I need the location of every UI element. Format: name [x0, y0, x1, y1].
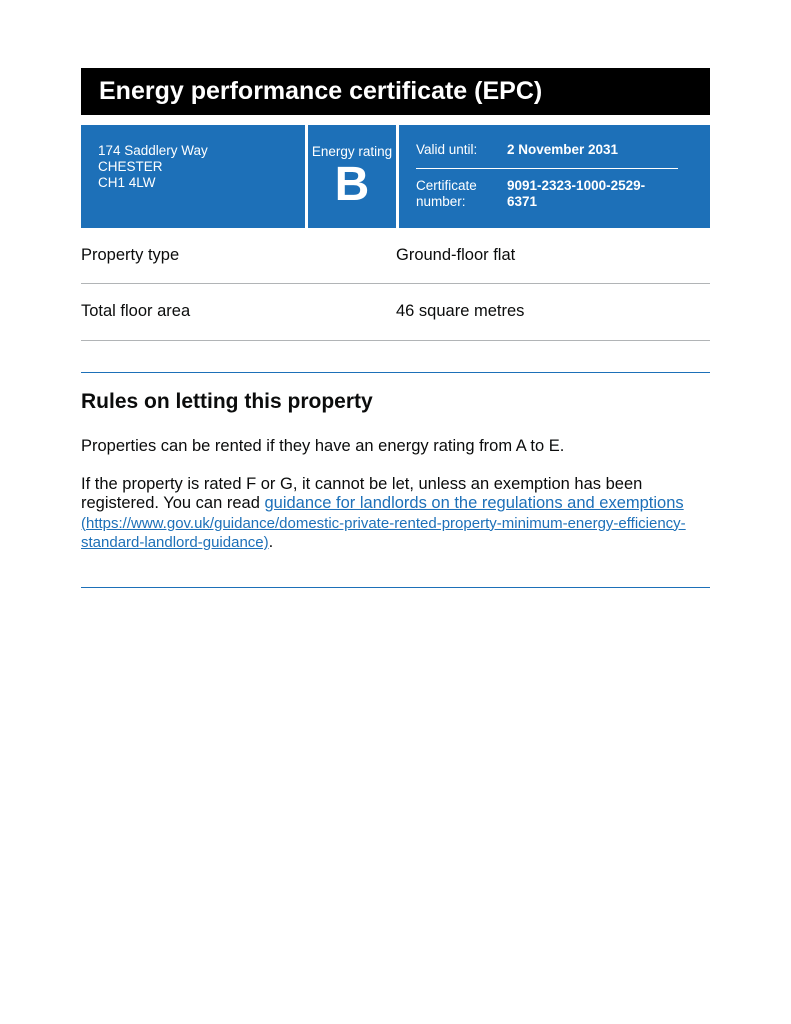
landlord-guidance-link[interactable]: guidance for landlords on the regulations and exemptions — [264, 494, 684, 512]
certificate-label-line2: number: — [416, 194, 466, 209]
landlord-guidance-url[interactable]: (https://www.gov.uk/guidance/domestic-private-rented-property-minimum-energy-efficiency-standard-landlord-guidance) — [81, 514, 686, 551]
valid-until-value: 2 November 2031 — [507, 142, 619, 157]
address-line3: CH1 4LW — [98, 175, 156, 190]
energy-rating-value: B — [334, 158, 370, 211]
floor-area-row — [81, 284, 710, 341]
letting-rules-heading: Rules on letting this property — [81, 390, 373, 413]
epc-page — [81, 68, 710, 588]
certificate-value-line1: 9091-2323-1000-2529- — [507, 178, 646, 193]
summary-panel — [81, 125, 710, 228]
letting-rules-para2 — [81, 475, 710, 553]
property-type-row — [81, 228, 710, 284]
certificate-number-value — [507, 178, 678, 210]
certificate-number-row — [416, 169, 678, 210]
address-line2: CHESTER — [98, 159, 163, 174]
validity-block — [399, 125, 710, 228]
page-title-bar — [81, 68, 710, 115]
floor-area-value: 46 square metres — [396, 302, 525, 320]
certificate-number-label — [416, 178, 507, 210]
property-type-label: Property type — [81, 245, 180, 264]
address-block — [81, 125, 305, 228]
bottom-divider — [81, 587, 710, 588]
valid-until-label: Valid until: — [416, 142, 478, 157]
section-divider — [81, 372, 710, 373]
letting-rules-para1: Properties can be rented if they have an energy rating from A to E. — [81, 437, 565, 455]
energy-rating-block — [308, 125, 396, 228]
letting-rules-para2-end: . — [268, 533, 274, 551]
address-line1: 174 Saddlery Way — [98, 143, 208, 158]
property-type-value: Ground-floor flat — [396, 245, 516, 264]
energy-rating-label: Energy rating — [311, 144, 393, 159]
letting-rules-para2-text: If the property is rated F or G, it cannot be let, unless an exemption has been registered. You can read — [81, 474, 643, 512]
letting-rules-section — [81, 372, 710, 588]
floor-area-label: Total floor area — [81, 302, 191, 320]
certificate-label-line1: Certificate — [416, 178, 477, 193]
valid-until-row — [416, 142, 678, 169]
page-title: Energy performance certificate (EPC) — [99, 77, 543, 105]
certificate-value-line2: 6371 — [507, 194, 538, 209]
